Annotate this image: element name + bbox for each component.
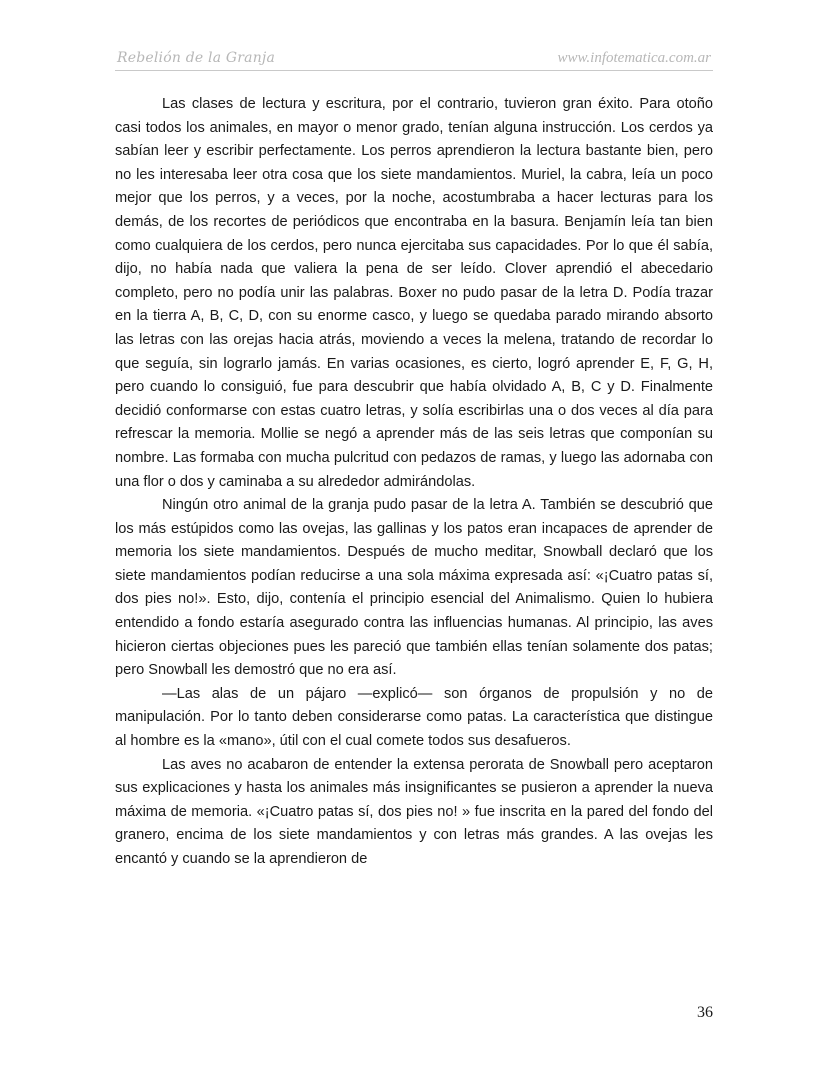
paragraph: Ningún otro animal de la granja pudo pasar de la letra A. También se descubrió que los más estúpidos como las ovejas, las gallinas y los patos eran incapaces de aprender de memoria los siete mandamientos. Después de mucho meditar, Snowball declaró que los siete mandamientos podían reducirse a una sola máxima expresada así: «¡Cuatro patas sí, dos pies no!». Esto, dijo, contenía el principio esencial del Animalismo. Quien lo hubiera entendido a fondo estaría asegurado contra las influencias humanas. Al principio, las aves hicieron ciertas objeciones pues les pareció que también ellas tenían solamente dos patas; pero Snowball les demostró que no era así. [115, 497, 713, 679]
body-text [115, 93, 713, 872]
paragraph: —Las alas de un pájaro —explicó— son órganos de propulsión y no de manipulación. Por lo tanto deben considerarse como patas. La característica que distingue al hombre es la «mano», útil con el cual comete todos sus desafueros. [115, 685, 713, 750]
book-title: Rebelión de la Granja [117, 50, 276, 66]
page-number: 36 [697, 1004, 713, 1021]
page-header [115, 48, 713, 71]
paragraph: Las aves no acabaron de entender la extensa perorata de Snowball pero aceptaron sus explicaciones y hasta los animales más insignificantes se pusieron a aprender la nueva máxima de memoria. «¡Cuatro patas sí, dos pies no! » fue inscrita en la pared del fondo del granero, encima de los siete mandamientos y con letras más grandes. A las ovejas les encantó y cuando se la aprendieron de [115, 756, 713, 867]
website-link: www.infotematica.com.ar [557, 50, 711, 66]
paragraph: Las clases de lectura y escritura, por el contrario, tuvieron gran éxito. Para otoño casi todos los animales, en mayor o menor grado, tenían alguna instrucción. Los cerdos ya sabían leer y escribir perfectamente. Los perros aprendieron la lectura bastante bien, pero no les interesaba leer otra cosa que los siete mandamientos. Muriel, la cabra, leía un poco mejor que los perros, y a veces, por la noche, acostumbraba a hacer lecturas para los demás, de los recortes de periódicos que encontraba en la basura. Benjamín leía tan bien como cualquiera de los cerdos, pero nunca ejercitaba sus capacidades. Por lo que él sabía, dijo, no había nada que valiera la pena de ser leído. Clover aprendió el abecedario completo, pero no podía unir las palabras. Boxer no pudo pasar de la letra D. Podía trazar en la tierra A, B, C, D, con su enorme casco, y luego se quedaba parado mirando absorto las letras con las orejas hacia atrás, moviendo a veces la melena, tratando de recordar lo que seguía, sin lograrlo jamás. En varias ocasiones, es cierto, logró aprender E, F, G, H, pero cuando lo consiguió, fue para descubrir que había olvidado A, B, C y D. Finalmente decidió conformarse con estas cuatro letras, y solía escribirlas una o dos veces al día para refrescar la memoria. Mollie se negó a aprender más de las seis letras que componían su nombre. Las formaba con mucha pulcritud con pedazos de ramas, y luego las adornaba con una flor o dos y caminaba a su alrededor admirándolas. [115, 96, 713, 490]
